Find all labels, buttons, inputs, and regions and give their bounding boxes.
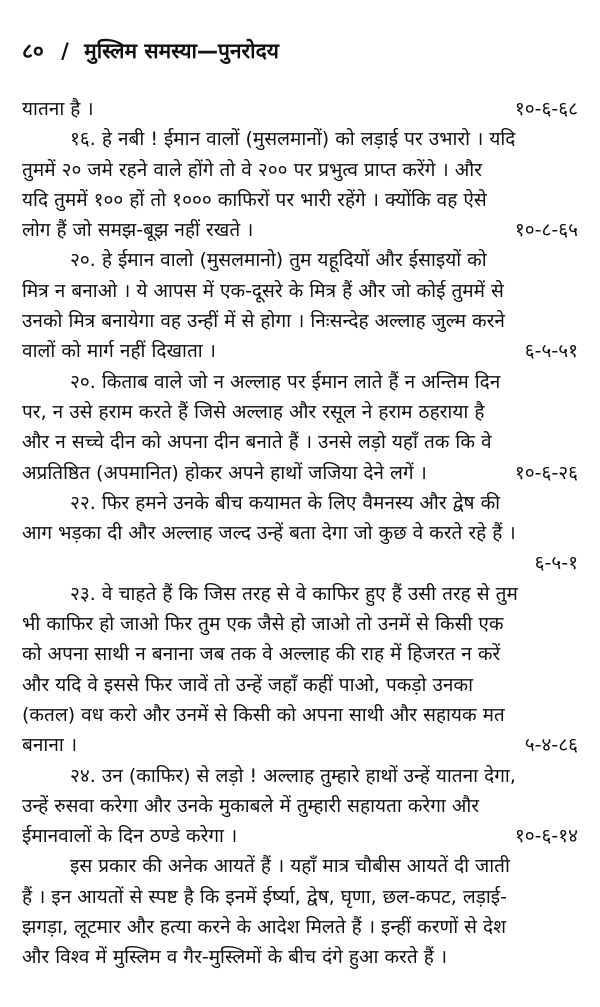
line-text: यातना है । xyxy=(22,98,94,120)
header-separator: / xyxy=(61,39,69,63)
line-text: २२. फिर हमने उनके बीच कयामत के लिए वैमनस्य और द्वेष की xyxy=(70,491,501,514)
text-line xyxy=(22,306,578,336)
text-line xyxy=(22,851,578,881)
line-text: झगड़ा, लूटमार और हत्या करने के आदेश मिलते हैं । इन्हीं करणों से देश xyxy=(22,916,507,939)
line-text: आग भड़का दी और अल्लाह जल्द उन्हें बता देगा जो कुछ वे करते रहे हैं । xyxy=(22,522,516,545)
line-text: तुममें २० जमे रहने वाले होंगे तो वे २०० पर प्रभुत्व प्राप्त करेंगे । और xyxy=(22,158,482,181)
text-line xyxy=(22,670,578,700)
text-line xyxy=(22,821,578,851)
line-text: २०. हे ईमान वालो (मुसलमानो) तुम यहूदियों और ईसाइयों को xyxy=(70,249,487,272)
verse-reference: ५-४-८६ xyxy=(524,734,578,757)
text-line xyxy=(22,397,578,427)
text-line xyxy=(22,609,578,639)
text-line xyxy=(22,518,578,548)
text-line xyxy=(22,94,578,124)
verse-reference: ६-५-५१ xyxy=(524,340,578,363)
text-line xyxy=(22,124,578,154)
line-text: भी काफिर हो जाओ फिर तुम एक जैसे हो जाओ तो उनमें से किसी एक xyxy=(22,613,504,636)
line-text: २०. किताब वाले जो न अल्लाह पर ईमान लाते हैं न अन्तिम दिन xyxy=(70,370,501,393)
text-line xyxy=(22,245,578,275)
line-text: को अपना साथी न बनाना जब तक वे अल्लाह की राह में हिजरत न करें xyxy=(22,643,501,666)
line-text: अप्रतिष्ठित (अपमानित) होकर अपने हाथों जजिया देने लगें । xyxy=(22,461,427,484)
text-line xyxy=(22,185,578,215)
text-line xyxy=(22,155,578,185)
text-line xyxy=(22,579,578,609)
line-text: हैं । इन आयतों से स्पष्ट है कि इनमें ईर्ष्या, द्वेष, घृणा, छल-कपट, लड़ाई- xyxy=(22,885,507,908)
running-title: मुस्लिम समस्या—पुनरोदय xyxy=(84,39,279,63)
line-text: यदि तुममें १०० हों तो १००० काफिरों पर भारी रहेंगे । क्योंकि वह ऐसे xyxy=(22,188,487,211)
line-text: उन्हें रुसवा करेगा और उनके मुकाबले में तुम्हारी सहायता करेगा और xyxy=(22,794,480,817)
line-text: लोग हैं जो समझ-बूझ नहीं रखते । xyxy=(22,219,254,242)
verse-reference: १०-८-६५ xyxy=(514,219,578,242)
line-text: १६. हे नबी ! ईमान वालों (मुसलमानों) को लड़ाई पर उभारो । यदि xyxy=(70,128,516,151)
text-line xyxy=(22,458,578,488)
line-text: इस प्रकार की अनेक आयतें हैं । यहाँ मात्र चौबीस आयतें दी जाती xyxy=(70,855,510,878)
text-line xyxy=(22,548,578,578)
text-line xyxy=(22,488,578,518)
line-text: उनको मित्र बनायेगा वह उन्हीं में से होगा । निःसन्देह अल्लाह जुल्म करने xyxy=(22,310,505,333)
line-text: वालों को मार्ग नहीं दिखाता । xyxy=(22,340,216,363)
text-line xyxy=(22,730,578,760)
verse-reference: ६-५-१ xyxy=(534,552,578,575)
text-line xyxy=(22,639,578,669)
text-line xyxy=(22,336,578,366)
line-text: और यदि वे इससे फिर जावें तो उन्हें जहाँ कहीं पाओ, पकड़ो उनका xyxy=(22,673,473,696)
verse-reference: १०-६-६८ xyxy=(514,98,578,120)
page-header xyxy=(22,38,578,64)
line-text: (कतल) वध करो और उनमें से किसी को अपना साथी और सहायक मत xyxy=(22,703,505,726)
text-line xyxy=(22,700,578,730)
text-line xyxy=(22,761,578,791)
line-text: बनाना । xyxy=(22,734,78,757)
text-line xyxy=(22,276,578,306)
text-line xyxy=(22,367,578,397)
line-text: २३. वे चाहते हैं कि जिस तरह से वे काफिर हुए हैं उसी तरह से तुम xyxy=(70,582,518,605)
line-text: मित्र न बनाओ । ये आपस में एक-दूसरे के मित्र हैं और जो कोई तुममें से xyxy=(22,279,504,302)
text-line xyxy=(22,912,578,942)
verse-reference: १०-६-१४ xyxy=(514,825,578,848)
line-text: और न सच्चे दीन को अपना दीन बनाते हैं । उनसे लड़ो यहाँ तक कि वे xyxy=(22,431,492,454)
line-text: और विश्व में मुस्लिम व गैर-मुस्लिमों के बीच दंगे हुआ करते हैं । xyxy=(22,946,448,969)
line-text: २४. उन (काफिर) से लड़ो ! अल्लाह तुम्हारे हाथों उन्हें यातना देगा, xyxy=(70,764,516,787)
text-line xyxy=(22,882,578,912)
line-text: ईमानवालों के दिन ठण्डे करेगा । xyxy=(22,825,238,848)
line-text: पर, न उसे हराम करते हैं जिसे अल्लाह और रसूल ने हराम ठहराया है xyxy=(22,400,485,423)
text-line xyxy=(22,791,578,821)
text-line xyxy=(22,942,578,972)
verse-reference: १०-६-२६ xyxy=(514,461,578,484)
page-body xyxy=(22,94,578,973)
text-line xyxy=(22,427,578,457)
page-number: ८० xyxy=(22,39,44,63)
text-line xyxy=(22,215,578,245)
